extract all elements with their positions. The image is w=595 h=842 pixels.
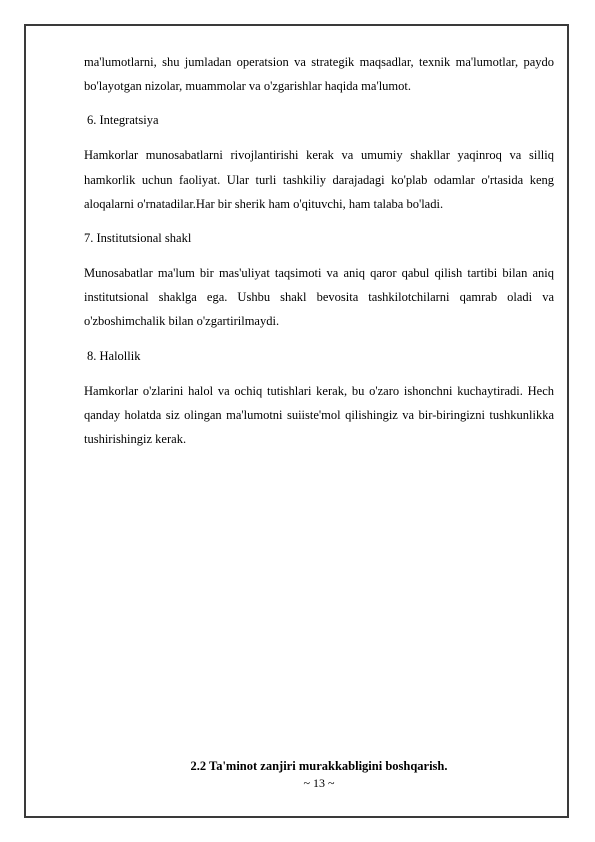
paragraph-honesty: Hamkorlar o'zlarini halol va ochiq tutishlari kerak, bu o'zaro ishonchni kuchaytiradi. Hech qanday holatda siz olingan ma'lumotni suiiste'mol qilishingiz va bir-biringizni tushkunlikka tushirishingiz kerak. (84, 383, 554, 447)
section-title: 2.2 Ta'minot zanjiri murakkabligini boshqarish. (190, 759, 448, 773)
paragraph-intro: ma'lumotlarni, shu jumladan operatsion va strategik maqsadlar, texnik ma'lumotlar, paydo bo'layotgan nizolar, muammolar va o'zgarishlar haqida ma'lumot. (84, 55, 554, 94)
paragraph-integration: Hamkorlar munosabatlarni rivojlantirishi kerak va umumiy shakllar yaqinroq va silliq hamkorlik uchun faoliyat. Ular turli tashkiliy darajadagi ko'plab odamlar o'rtasida keng aloqalarni o'rnatadilar.Har bir sherik ham o'qituvchi, ham talaba bo'ladi. (84, 148, 554, 211)
page-number: ~ 13 ~ (303, 776, 335, 790)
document-body (84, 50, 554, 451)
heading-honesty: 8. Halollik (87, 348, 141, 363)
heading-integration: 6. Integratsiya (87, 113, 159, 128)
paragraph-institutional-form: Munosabatlar ma'lum bir mas'uliyat taqsimoti va aniq qaror qabul qilish tartibi bilan aniq institutsional shaklga ega. Ushbu shakl bevosita tashkilotchilarni qamrab oladi va o'zboshimchalik bilan o'zgartirilmaydi. (84, 266, 554, 329)
heading-institutional-form: 7. Institutsional shakl (84, 231, 192, 246)
